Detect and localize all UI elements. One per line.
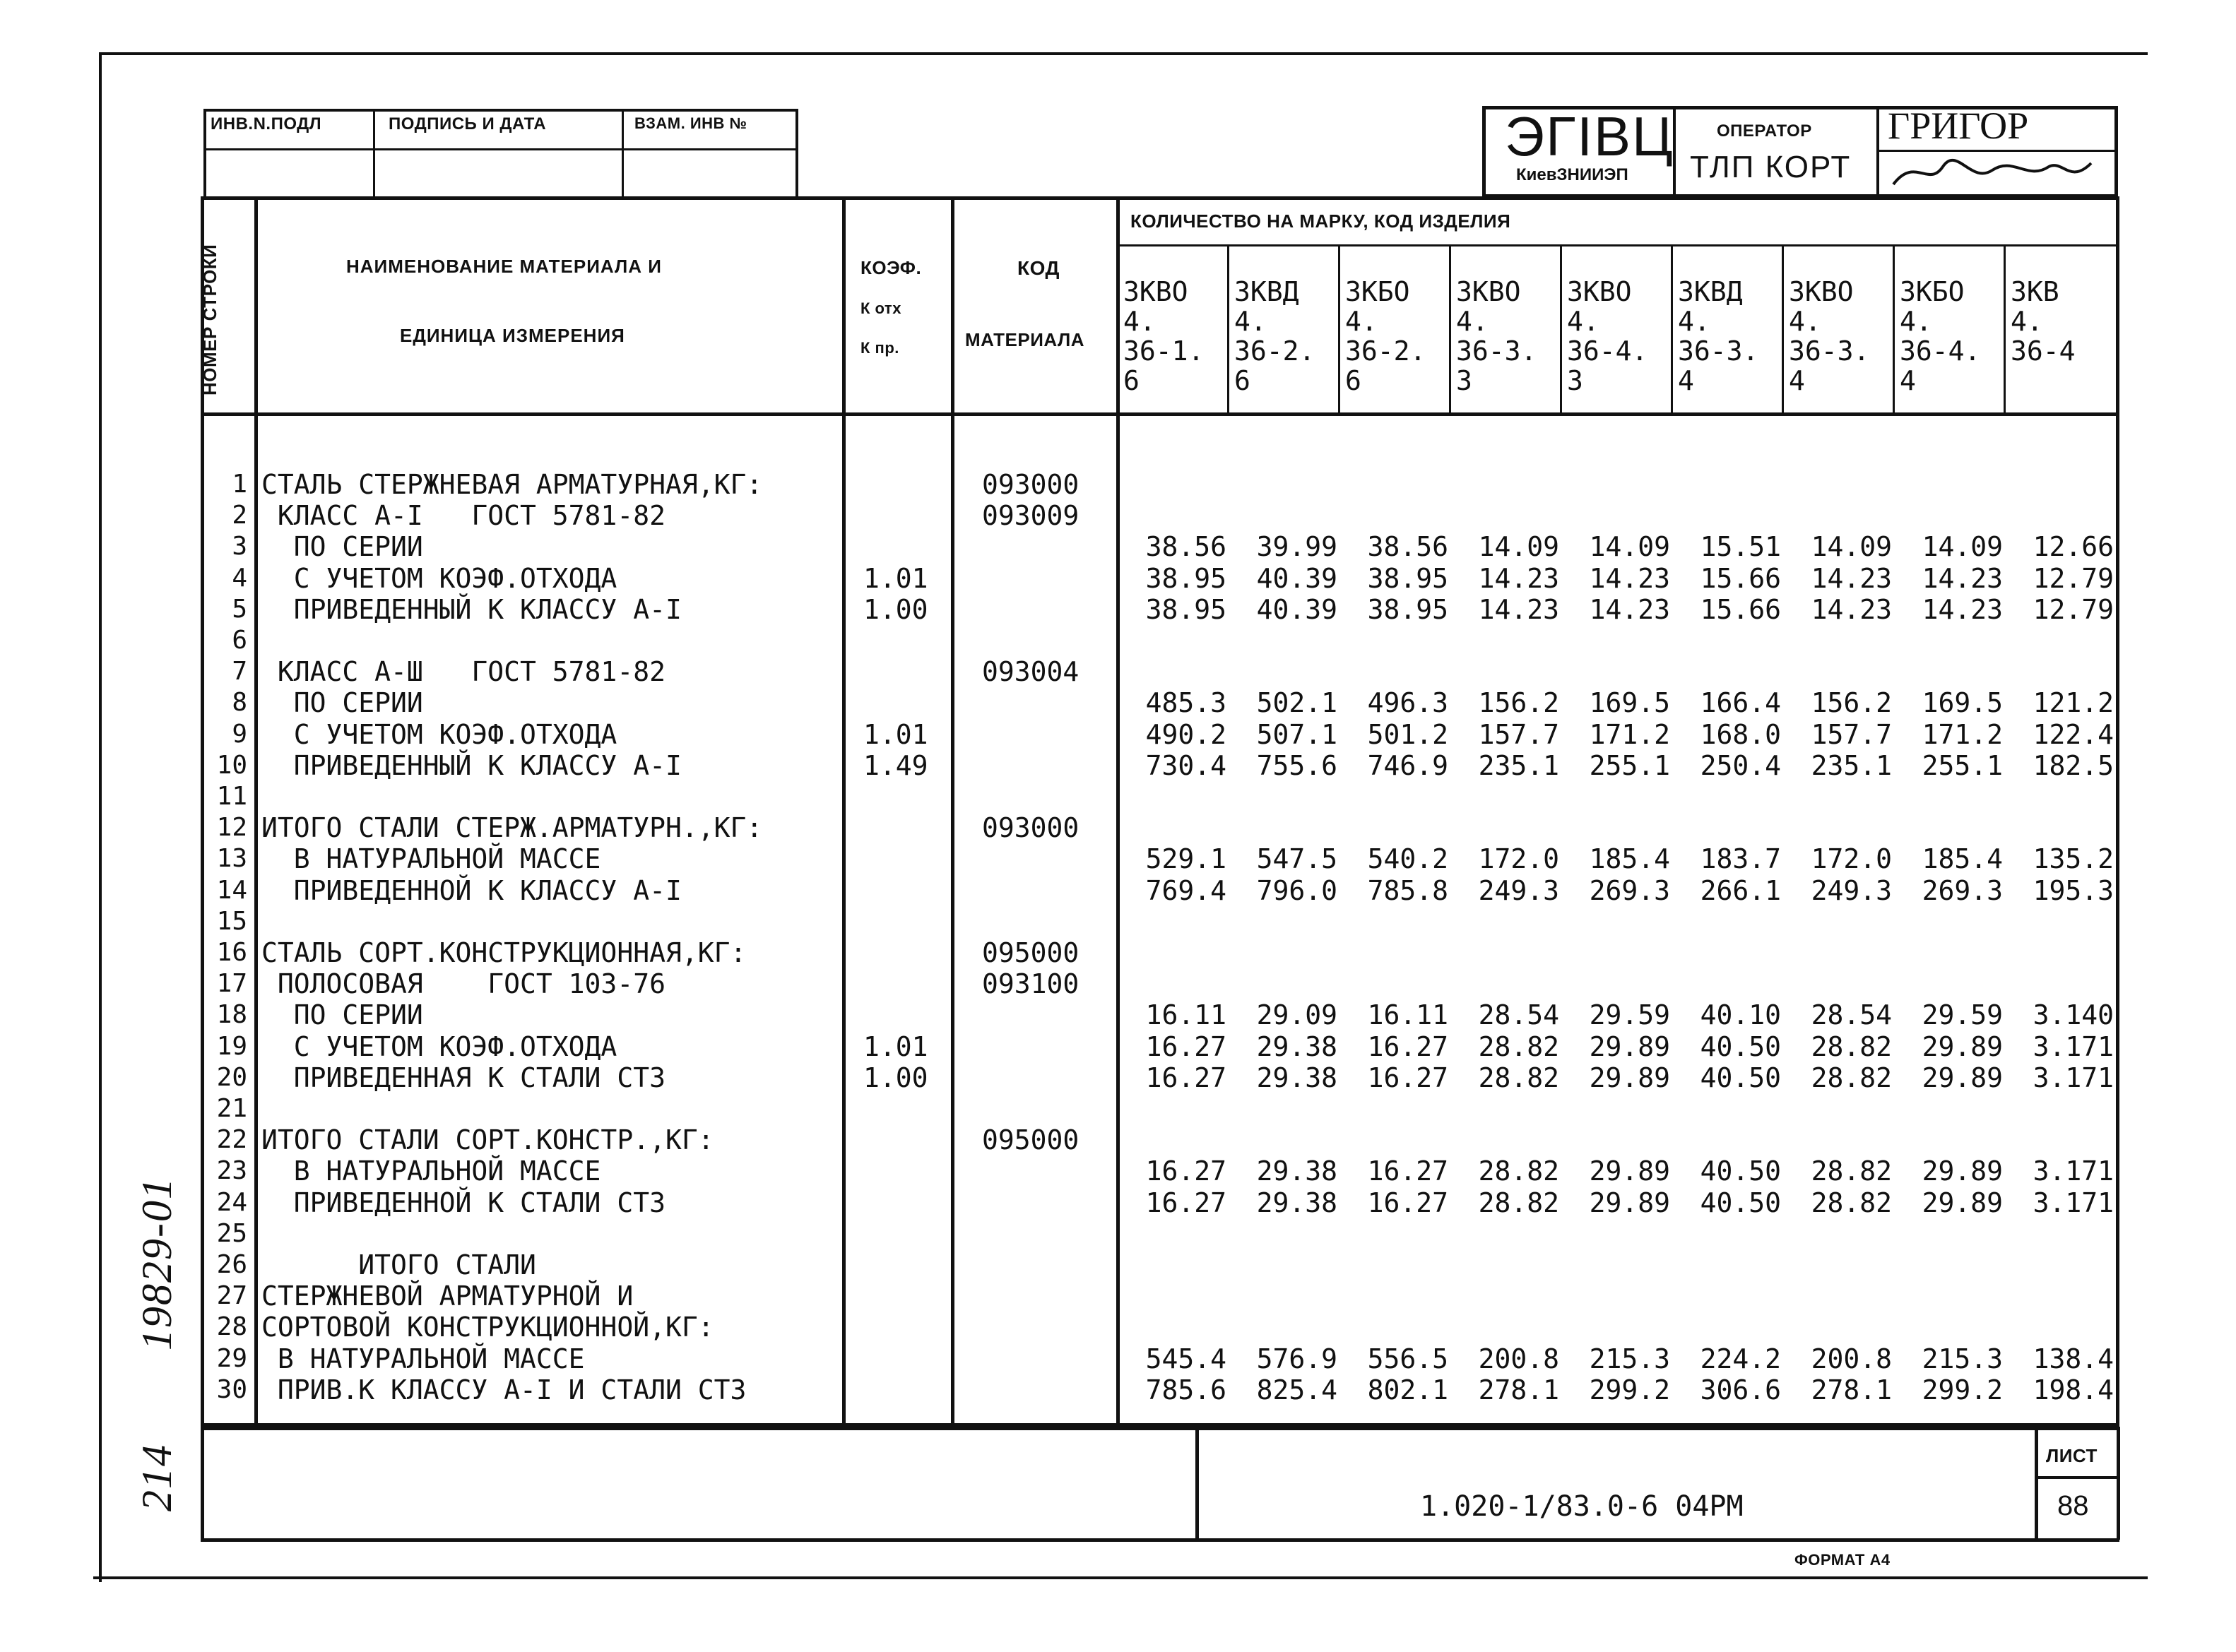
row-value-col-7: 28.82 — [1811, 1031, 1892, 1062]
row-value-col-4: 14.23 — [1478, 594, 1559, 625]
footer-top-line — [201, 1427, 2119, 1430]
row-value-col-9: 12.79 — [2033, 563, 2114, 594]
row-value-col-9: 121.2 — [2033, 687, 2114, 718]
column-header-5: 3КВО 4. 36-4. 3 — [1567, 276, 1648, 396]
row-value-col-1: 38.56 — [1145, 531, 1226, 562]
row-value-col-4: 200.8 — [1478, 1343, 1559, 1374]
row-value-col-7: 28.82 — [1811, 1187, 1892, 1218]
row-value-col-2: 507.1 — [1256, 719, 1337, 750]
row-value-col-4: 28.82 — [1478, 1187, 1559, 1218]
frame-left-line — [99, 52, 102, 1582]
row-value-col-7: 14.23 — [1811, 594, 1892, 625]
row-value-col-2: 29.38 — [1256, 1031, 1337, 1062]
row-material-name: ИТОГО СТАЛИ СТЕРЖ.АРМАТУРН.,КГ: — [261, 812, 763, 843]
row-value-col-7: 156.2 — [1811, 687, 1892, 718]
row-number: 16 — [216, 938, 247, 967]
row-material-name: ПО СЕРИИ — [261, 687, 423, 718]
row-material-name: ПО СЕРИИ — [261, 531, 423, 562]
row-value-col-9: 3.171 — [2033, 1031, 2114, 1062]
org-sub: КиевЗНИИЭП — [1516, 165, 1628, 184]
row-number: 8 — [232, 688, 247, 717]
row-value-col-5: 29.59 — [1589, 999, 1670, 1030]
row-value-col-8: 269.3 — [1922, 875, 2003, 906]
row-number: 22 — [216, 1125, 247, 1154]
header-name-line1: НАИМЕНОВАНИЕ МАТЕРИАЛА И — [346, 256, 662, 277]
row-number: 2 — [232, 501, 247, 530]
row-value-col-5: 14.09 — [1589, 531, 1670, 562]
list-label: ЛИСТ — [2046, 1445, 2098, 1466]
row-number: 9 — [232, 720, 247, 749]
row-material-name: СТАЛЬ СТЕРЖНЕВАЯ АРМАТУРНАЯ,КГ: — [261, 469, 763, 500]
row-number: 27 — [216, 1281, 247, 1310]
row-koef: 1.00 — [863, 594, 928, 625]
row-value-col-2: 502.1 — [1256, 687, 1337, 718]
row-material-name: С УЧЕТОМ КОЭФ.ОТХОДА — [261, 563, 617, 594]
row-value-col-4: 14.09 — [1478, 531, 1559, 562]
side-page-number: 214 — [134, 1444, 180, 1511]
row-value-col-9: 198.4 — [2033, 1374, 2114, 1406]
row-value-col-3: 16.27 — [1367, 1155, 1448, 1187]
row-material-name: В НАТУРАЛЬНОЙ МАССЕ — [261, 1343, 585, 1374]
signature-mark — [1886, 153, 2098, 195]
row-value-col-1: 16.27 — [1145, 1155, 1226, 1187]
row-material-code: 093000 — [982, 812, 1079, 843]
row-value-col-3: 496.3 — [1367, 687, 1448, 718]
row-value-col-4: 28.82 — [1478, 1031, 1559, 1062]
row-value-col-1: 38.95 — [1145, 563, 1226, 594]
row-material-name: ПОЛОСОВАЯ ГОСТ 103-76 — [261, 968, 666, 999]
row-value-col-5: 29.89 — [1589, 1155, 1670, 1187]
row-value-col-1: 730.4 — [1145, 750, 1226, 781]
row-number: 3 — [232, 532, 247, 561]
header-koef-3: К пр. — [860, 339, 899, 357]
row-number: 4 — [232, 564, 247, 593]
header-qty: КОЛИЧЕСТВО НА МАРКУ, КОД ИЗДЕЛИЯ — [1130, 210, 1511, 232]
row-value-col-6: 183.7 — [1700, 843, 1781, 874]
row-value-col-6: 40.50 — [1700, 1155, 1781, 1187]
row-number: 11 — [216, 782, 247, 811]
footer-bottom-line — [201, 1538, 2119, 1542]
row-value-col-8: 29.89 — [1922, 1187, 2003, 1218]
side-inv-number: 19829-01 — [134, 1177, 180, 1350]
row-material-name: ПРИВЕДЕННОЙ К СТАЛИ СТЗ — [261, 1187, 666, 1218]
header-koef-1: КОЭФ. — [860, 257, 922, 278]
row-value-col-6: 15.51 — [1700, 531, 1781, 562]
stamp-vzam-inv: ВЗАМ. ИНВ № — [634, 114, 747, 132]
row-value-col-8: 14.09 — [1922, 531, 2003, 562]
row-value-col-5: 14.23 — [1589, 594, 1670, 625]
row-koef: 1.49 — [863, 750, 928, 781]
row-value-col-2: 29.09 — [1256, 999, 1337, 1030]
row-material-name: СТАЛЬ СОРТ.КОНСТРУКЦИОННАЯ,КГ: — [261, 937, 747, 968]
row-value-col-7: 14.23 — [1811, 563, 1892, 594]
row-value-col-3: 38.56 — [1367, 531, 1448, 562]
row-value-col-9: 12.66 — [2033, 531, 2114, 562]
column-header-1: 3КВО 4. 36-1. 6 — [1123, 276, 1205, 396]
row-number: 30 — [216, 1375, 247, 1404]
row-value-col-2: 29.38 — [1256, 1187, 1337, 1218]
stamp-inv-podl: ИНВ.N.ПОДЛ — [211, 114, 322, 133]
row-material-name: В НАТУРАЛЬНОЙ МАССЕ — [261, 1155, 601, 1187]
row-koef: 1.01 — [863, 563, 928, 594]
row-value-col-8: 185.4 — [1922, 843, 2003, 874]
row-value-col-2: 576.9 — [1256, 1343, 1337, 1374]
row-number: 23 — [216, 1156, 247, 1185]
row-value-col-2: 796.0 — [1256, 875, 1337, 906]
row-number: 14 — [216, 876, 247, 905]
row-material-name: С УЧЕТОМ КОЭФ.ОТХОДА — [261, 719, 617, 750]
row-value-col-1: 485.3 — [1145, 687, 1226, 718]
row-value-col-1: 545.4 — [1145, 1343, 1226, 1374]
stamp-podpis-data: ПОДПИСЬ И ДАТА — [389, 114, 547, 133]
frame-top-line — [99, 52, 2148, 55]
operator-value: ТЛП КОРТ — [1690, 150, 1852, 184]
row-material-code: 095000 — [982, 937, 1079, 968]
header-rownum: НОМЕР СТРОКИ — [199, 244, 220, 396]
column-header-4: 3КВО 4. 36-3. 3 — [1456, 276, 1537, 396]
row-value-col-8: 29.89 — [1922, 1062, 2003, 1093]
row-value-col-1: 490.2 — [1145, 719, 1226, 750]
header-koef-2: К отх — [860, 299, 901, 317]
row-value-col-6: 306.6 — [1700, 1374, 1781, 1406]
row-number: 28 — [216, 1312, 247, 1341]
row-value-col-2: 755.6 — [1256, 750, 1337, 781]
row-number: 18 — [216, 1000, 247, 1029]
row-number: 1 — [232, 470, 247, 499]
format-label: ФОРМАТ А4 — [1794, 1551, 1891, 1569]
row-value-col-8: 14.23 — [1922, 563, 2003, 594]
row-value-col-6: 224.2 — [1700, 1343, 1781, 1374]
row-value-col-5: 255.1 — [1589, 750, 1670, 781]
column-header-8: 3КБО 4. 36-4. 4 — [1900, 276, 1981, 396]
row-value-col-3: 38.95 — [1367, 594, 1448, 625]
row-value-col-7: 249.3 — [1811, 875, 1892, 906]
row-material-code: 095000 — [982, 1124, 1079, 1155]
row-number: 5 — [232, 595, 247, 624]
row-value-col-7: 278.1 — [1811, 1374, 1892, 1406]
row-value-col-3: 16.27 — [1367, 1062, 1448, 1093]
row-material-name: ПРИВ.К КЛАССУ А-I И СТАЛИ СТЗ — [261, 1374, 747, 1406]
row-value-col-1: 16.27 — [1145, 1062, 1226, 1093]
row-number: 13 — [216, 844, 247, 873]
row-number: 6 — [232, 626, 247, 655]
row-value-col-9: 3.171 — [2033, 1155, 2114, 1187]
column-header-6: 3КВД 4. 36-3. 4 — [1678, 276, 1759, 396]
row-value-col-9: 195.3 — [2033, 875, 2114, 906]
row-value-col-4: 157.7 — [1478, 719, 1559, 750]
row-material-code: 093000 — [982, 469, 1079, 500]
header-kod-2: МАТЕРИАЛА — [965, 329, 1085, 350]
row-value-col-6: 40.10 — [1700, 999, 1781, 1030]
row-value-col-7: 157.7 — [1811, 719, 1892, 750]
row-value-col-6: 40.50 — [1700, 1062, 1781, 1093]
row-value-col-6: 166.4 — [1700, 687, 1781, 718]
row-value-col-4: 14.23 — [1478, 563, 1559, 594]
row-value-col-6: 250.4 — [1700, 750, 1781, 781]
row-value-col-8: 299.2 — [1922, 1374, 2003, 1406]
row-material-name: ПРИВЕДЕННЫЙ К КЛАССУ А-I — [261, 594, 682, 625]
row-value-col-7: 28.82 — [1811, 1062, 1892, 1093]
column-header-3: 3КБО 4. 36-2. 6 — [1345, 276, 1426, 396]
row-value-col-2: 40.39 — [1256, 563, 1337, 594]
row-number: 21 — [216, 1094, 247, 1123]
column-header-7: 3КВО 4. 36-3. 4 — [1789, 276, 1870, 396]
frame-bottom-line — [93, 1576, 2148, 1579]
row-value-col-5: 14.23 — [1589, 563, 1670, 594]
row-value-col-5: 29.89 — [1589, 1187, 1670, 1218]
row-value-col-8: 171.2 — [1922, 719, 2003, 750]
row-value-col-1: 769.4 — [1145, 875, 1226, 906]
row-value-col-1: 785.6 — [1145, 1374, 1226, 1406]
row-value-col-7: 28.54 — [1811, 999, 1892, 1030]
row-material-name: КЛАСС А-I ГОСТ 5781-82 — [261, 500, 666, 531]
row-number: 12 — [216, 813, 247, 842]
row-value-col-3: 746.9 — [1367, 750, 1448, 781]
row-number: 10 — [216, 751, 247, 780]
row-value-col-6: 168.0 — [1700, 719, 1781, 750]
row-value-col-9: 3.171 — [2033, 1187, 2114, 1218]
row-material-name: ПРИВЕДЕННАЯ К СТАЛИ СТЗ — [261, 1062, 666, 1093]
row-value-col-9: 3.171 — [2033, 1062, 2114, 1093]
header-kod-1: КОД — [1017, 257, 1060, 279]
row-value-col-5: 169.5 — [1589, 687, 1670, 718]
row-material-name: СТЕРЖНЕВОЙ АРМАТУРНОЙ И — [261, 1280, 634, 1312]
row-value-col-3: 556.5 — [1367, 1343, 1448, 1374]
row-value-col-3: 16.27 — [1367, 1031, 1448, 1062]
row-number: 7 — [232, 657, 247, 686]
row-value-col-9: 3.140 — [2033, 999, 2114, 1030]
row-value-col-4: 28.82 — [1478, 1155, 1559, 1187]
operator-name: ГРИГОР — [1888, 105, 2029, 147]
row-value-col-8: 14.23 — [1922, 594, 2003, 625]
row-number: 19 — [216, 1032, 247, 1061]
row-value-col-7: 14.09 — [1811, 531, 1892, 562]
column-header-2: 3КВД 4. 36-2. 6 — [1234, 276, 1315, 396]
row-value-col-6: 40.50 — [1700, 1031, 1781, 1062]
row-material-code: 093100 — [982, 968, 1079, 999]
org-logo: ЭГIВЦ — [1505, 105, 1674, 167]
row-value-col-6: 15.66 — [1700, 563, 1781, 594]
row-value-col-3: 501.2 — [1367, 719, 1448, 750]
row-number: 15 — [216, 907, 247, 936]
row-value-col-8: 255.1 — [1922, 750, 2003, 781]
row-value-col-2: 39.99 — [1256, 531, 1337, 562]
row-number: 29 — [216, 1344, 247, 1373]
row-value-col-9: 135.2 — [2033, 843, 2114, 874]
row-value-col-4: 235.1 — [1478, 750, 1559, 781]
row-material-code: 093004 — [982, 656, 1079, 687]
row-value-col-7: 200.8 — [1811, 1343, 1892, 1374]
header-separator — [201, 412, 2119, 416]
row-value-col-4: 28.82 — [1478, 1062, 1559, 1093]
row-value-col-5: 269.3 — [1589, 875, 1670, 906]
row-material-name: КЛАСС А-Ш ГОСТ 5781-82 — [261, 656, 666, 687]
row-value-col-4: 249.3 — [1478, 875, 1559, 906]
row-value-col-2: 547.5 — [1256, 843, 1337, 874]
list-value: 88 — [2057, 1490, 2089, 1521]
row-value-col-1: 16.11 — [1145, 999, 1226, 1030]
column-header-9: 3КВ 4. 36-4 — [2011, 276, 2076, 367]
row-value-col-9: 122.4 — [2033, 719, 2114, 750]
row-value-col-3: 785.8 — [1367, 875, 1448, 906]
row-value-col-5: 29.89 — [1589, 1031, 1670, 1062]
row-value-col-4: 28.54 — [1478, 999, 1559, 1030]
row-value-col-3: 38.95 — [1367, 563, 1448, 594]
row-value-col-5: 171.2 — [1589, 719, 1670, 750]
row-value-col-5: 215.3 — [1589, 1343, 1670, 1374]
row-value-col-1: 16.27 — [1145, 1187, 1226, 1218]
row-material-name: ИТОГО СТАЛИ — [261, 1249, 536, 1280]
row-koef: 1.01 — [863, 719, 928, 750]
row-value-col-3: 16.11 — [1367, 999, 1448, 1030]
row-value-col-8: 169.5 — [1922, 687, 2003, 718]
row-koef: 1.01 — [863, 1031, 928, 1062]
row-material-code: 093009 — [982, 500, 1079, 531]
row-number: 17 — [216, 969, 247, 998]
row-value-col-8: 29.89 — [1922, 1031, 2003, 1062]
row-value-col-3: 802.1 — [1367, 1374, 1448, 1406]
row-value-col-9: 138.4 — [2033, 1343, 2114, 1374]
header-name-line2: ЕДИНИЦА ИЗМЕРЕНИЯ — [400, 325, 625, 346]
row-number: 24 — [216, 1188, 247, 1217]
row-value-col-5: 299.2 — [1589, 1374, 1670, 1406]
row-value-col-4: 172.0 — [1478, 843, 1559, 874]
row-value-col-1: 38.95 — [1145, 594, 1226, 625]
row-value-col-2: 29.38 — [1256, 1062, 1337, 1093]
row-number: 20 — [216, 1063, 247, 1092]
row-number: 25 — [216, 1219, 247, 1248]
row-material-name: СОРТОВОЙ КОНСТРУКЦИОННОЙ,КГ: — [261, 1312, 714, 1343]
row-value-col-7: 172.0 — [1811, 843, 1892, 874]
row-value-col-9: 182.5 — [2033, 750, 2114, 781]
row-value-col-6: 15.66 — [1700, 594, 1781, 625]
row-value-col-2: 825.4 — [1256, 1374, 1337, 1406]
row-material-name: В НАТУРАЛЬНОЙ МАССЕ — [261, 843, 601, 874]
row-value-col-1: 16.27 — [1145, 1031, 1226, 1062]
row-value-col-3: 16.27 — [1367, 1187, 1448, 1218]
row-value-col-7: 28.82 — [1811, 1155, 1892, 1187]
row-material-name: ИТОГО СТАЛИ СОРТ.КОНСТР.,КГ: — [261, 1124, 714, 1155]
row-material-name: ПО СЕРИИ — [261, 999, 423, 1030]
operator-label: ОПЕРАТОР — [1717, 121, 1812, 141]
row-value-col-3: 540.2 — [1367, 843, 1448, 874]
row-value-col-7: 235.1 — [1811, 750, 1892, 781]
row-material-name: ПРИВЕДЕННЫЙ К КЛАССУ А-I — [261, 750, 682, 781]
doc-code: 1.020-1/83.0-6 04РМ — [1420, 1490, 1744, 1523]
row-material-name: ПРИВЕДЕННОЙ К КЛАССУ А-I — [261, 875, 682, 906]
row-value-col-6: 266.1 — [1700, 875, 1781, 906]
row-value-col-2: 29.38 — [1256, 1155, 1337, 1187]
row-value-col-2: 40.39 — [1256, 594, 1337, 625]
row-koef: 1.00 — [863, 1062, 928, 1093]
row-value-col-8: 215.3 — [1922, 1343, 2003, 1374]
row-value-col-8: 29.59 — [1922, 999, 2003, 1030]
row-value-col-6: 40.50 — [1700, 1187, 1781, 1218]
row-value-col-4: 278.1 — [1478, 1374, 1559, 1406]
row-number: 26 — [216, 1250, 247, 1279]
row-value-col-4: 156.2 — [1478, 687, 1559, 718]
row-value-col-8: 29.89 — [1922, 1155, 2003, 1187]
row-material-name: С УЧЕТОМ КОЭФ.ОТХОДА — [261, 1031, 617, 1062]
row-value-col-5: 29.89 — [1589, 1062, 1670, 1093]
row-value-col-1: 529.1 — [1145, 843, 1226, 874]
row-value-col-9: 12.79 — [2033, 594, 2114, 625]
row-value-col-5: 185.4 — [1589, 843, 1670, 874]
